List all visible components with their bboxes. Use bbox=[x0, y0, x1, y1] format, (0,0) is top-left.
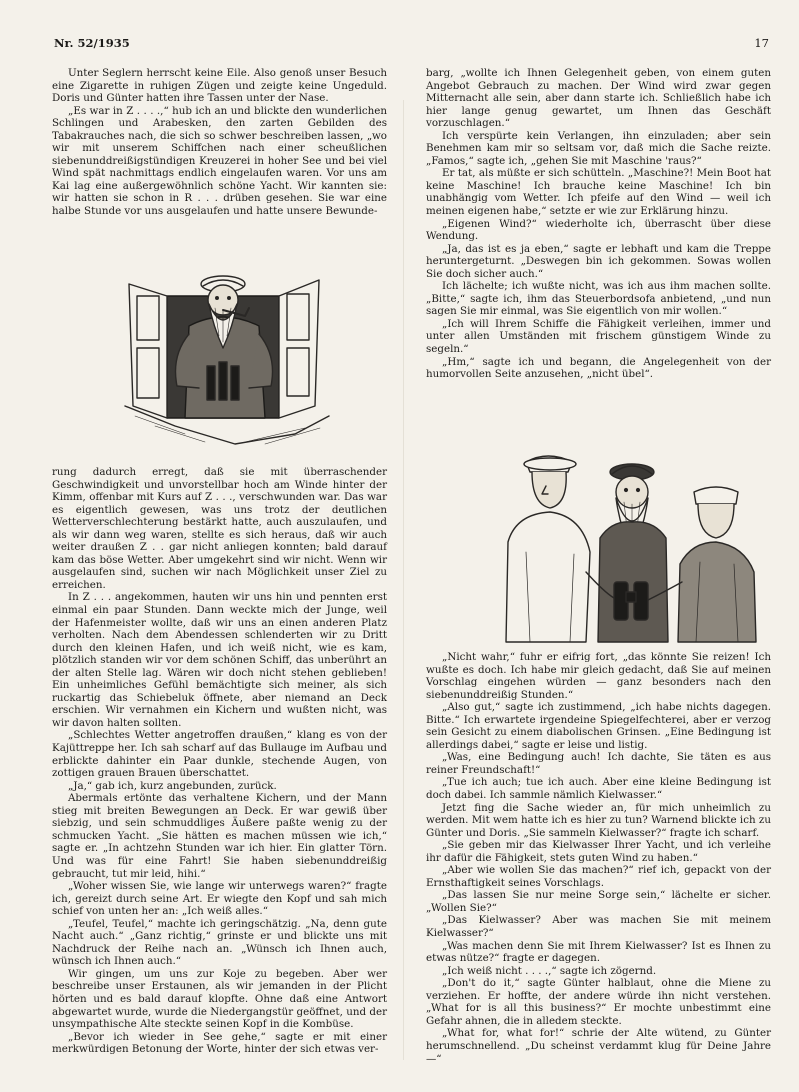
paragraph: „Ja, das ist es ja eben,“ sagte er lebhaft und kam die Treppe heruntergeturnt. „Deswegen bin ich gekommen. Sowas wollen Sie doch sicher auch.“ bbox=[426, 242, 771, 280]
left-column-top bbox=[52, 67, 387, 218]
column-gutter bbox=[403, 100, 404, 1060]
three-sailors-illustration bbox=[486, 442, 778, 646]
paragraph: „Ich weiß nicht . . . .,“ sagte ich zögernd. bbox=[442, 964, 657, 977]
paragraph: „Das Kielwasser? Aber was machen Sie mit meinem Kielwasser?“ bbox=[426, 914, 771, 940]
paragraph: Er tat, als müßte er sich schütteln. „Maschine?! Mein Boot hat keine Maschine! Ich brauche keine Maschine! Ich bin unabhängig vom Wetter. Ich pfeife auf den Wind — weil ich meinen eigenen habe,“ setzte er wie zur Erklärung hinzu. bbox=[426, 167, 771, 218]
cabinet-man-illustration bbox=[115, 256, 335, 452]
page-number: 17 bbox=[754, 36, 769, 50]
left-column-bottom bbox=[52, 466, 387, 1056]
paragraph: „Ja,“ gab ich, kurz angebunden, zurück. bbox=[68, 779, 277, 792]
paragraph: „Tue ich auch; tue ich auch. Aber eine kleine Bedingung ist doch dabei. Ich sammle nämlich Kielwasser.“ bbox=[426, 776, 771, 802]
paragraph: „Don't do it,“ sagte Günter halblaut, ohne die Miene zu verziehen. Er hoffte, der andere würde ihn nicht verstehen. „What for is all this business?“ Er mochte unbestimmt eine Gefahr ahnen, die in alledem steckte. bbox=[426, 977, 771, 1027]
old-man-with-pipe-in-cabinet-icon bbox=[115, 256, 335, 452]
right-column-top bbox=[426, 67, 771, 381]
paragraph: In Z . . . angekommen, hauten wir uns hin und pennten erst einmal ein paar Stunden. Dann weckte mich der Junge, weil der Hafenmeister wollte, daß wir uns an einen anderen Platz verholten. Nach dem Abendessen schlenderten wir zu Dritt durch den kleinen Hafen, und ich weiß nicht, wie es kam, plötzlich standen wir vor dem schönen Schiff, das unberührt an der alten Stelle lag. Wären wir doch nicht stehen geblieben! Ein unheimliches Gefühl bemächtigte sich meiner, als sich ruckartig das Schiebeluk öffnete, aber niemand an Deck erschien. Wir vernahmen ein Kichern und wußten nicht, was wir davon halten sollten. bbox=[52, 591, 387, 729]
paragraph: Abermals ertönte das verhaltene Kichern, und der Mann stieg mit breiten Bewegungen an Deck. Er war gewiß über siebzig, und sein schmuddliges Äußere paßte wenig zu der schmucken Yacht. „Sie hätten es machen müssen wie ich,“ sagte er. „In achtzehn Stunden war ich hier. Ein glatter Törn. Und was für eine Fahrt! Sie haben siebenunddreißig gebraucht, tut mir leid, hihi.“ bbox=[52, 792, 387, 880]
paragraph: „Eigenen Wind?“ wiederholte ich, überrascht über diese Wendung. bbox=[426, 217, 771, 243]
paragraph: „Das lassen Sie nur meine Sorge sein,“ lächelte er sicher. „Wollen Sie?“ bbox=[426, 889, 771, 914]
page-header bbox=[54, 36, 769, 52]
paragraph: „Was machen denn Sie mit Ihrem Kielwasser? Ist es Ihnen zu etwas nütze?“ fragte er dagegen. bbox=[426, 939, 771, 965]
paragraph: Ich lächelte; ich wußte nicht, was ich aus ihm machen sollte. „Bitte,“ sagte ich, ihm das Steuerbordsofa anbietend, „und nun sagen Sie mir einmal, was Sie eigentlich von mir wollen.“ bbox=[426, 280, 771, 318]
paragraph: barg, „wollte ich Ihnen Gelegenheit geben, von einem guten Angebot Gebrauch zu machen. Der Wind wird zwar gegen Mitternacht alle sein, aber dann starte ich. Schließlich habe ich hier lange genug gewartet, um Ihnen das Geschäft vorzuschlagen.“ bbox=[426, 67, 771, 130]
paragraph: „Sie geben mir das Kielwasser Ihrer Yacht, und ich verleihe ihr dafür die Fähigkeit, stets guten Wind zu haben.“ bbox=[426, 839, 771, 864]
paragraph: Ich verspürte kein Verlangen, ihn einzuladen; aber sein Benehmen kam mir so seltsam vor, daß mich die Sache reizte. „Famos,“ sagte ich, „gehen Sie mit Maschine 'raus?“ bbox=[426, 129, 771, 167]
paragraph: Jetzt fing die Sache wieder an, für mich unheimlich zu werden. Mit wem hatte ich es hier zu tun? Warnend blickte ich zu Günter und Doris. „Sie sammeln Kielwasser?“ fragte ich scharf. bbox=[426, 801, 771, 839]
paragraph: „Ich will Ihrem Schiffe die Fähigkeit verleihen, immer und unter allen Umständen mit frischem günstigem Winde zu segeln.“ bbox=[426, 317, 771, 356]
paragraph: „Aber wie wollen Sie das machen?“ rief ich, gepackt von der Ernsthaftigkeit seines Vorschlags. bbox=[426, 864, 771, 889]
paragraph: Wir gingen, um uns zur Koje zu begeben. Aber wer beschreibe unser Erstaunen, als wir jemanden in der Plicht hörten und es bald darauf klopfte. Ohne daß eine Antwort abgewartet wurde, wurde die Niedergangstür geöffnet, und der unsympathische Alte steckte seinen Kopf in die Kombüse. bbox=[52, 967, 387, 1031]
right-column-bottom bbox=[426, 651, 771, 1065]
paragraph: „Hm,“ sagte ich und begann, die Angelegenheit von der humorvollen Seite anzusehen, „nicht übel“. bbox=[426, 355, 771, 381]
three-sailors-group-icon bbox=[486, 442, 778, 646]
paragraph: „Was, eine Bedingung auch! Ich dachte, Sie täten es aus reiner Freundschaft!“ bbox=[426, 751, 771, 776]
paragraph: „What for, what for!“ schrie der Alte wütend, zu Günter herumschnellend. „Du scheinst verdammt klug für Deine Jahre —“ bbox=[426, 1027, 771, 1065]
paragraph: „Woher wissen Sie, wie lange wir unterwegs waren?“ fragte ich, gereizt durch seine Art. Er wiegte den Kopf und sah mich schief von unten her an: „Ich weiß alles.“ bbox=[52, 880, 387, 918]
paragraph: „Schlechtes Wetter angetroffen draußen,“ klang es von der Kajüttreppe her. Ich sah scharf auf das Bullauge im Aufbau und erblickte dahinter ein Paar dunkle, stechende Augen, von zottigen grauen Brauen überschattet. bbox=[52, 729, 387, 780]
paragraph: „Nicht wahr,“ fuhr er eifrig fort, „das könnte Sie reizen! Ich wußte es doch. Ich habe mir gleich gedacht, daß Sie auf meinen Vorschlag eingehen würden — ganz besonders nach den siebenunddreißig Stunden.“ bbox=[426, 651, 771, 701]
issue-number: Nr. 52/1935 bbox=[54, 36, 130, 50]
paragraph: „Bevor ich wieder in See gehe,“ sagte er mit einer merkwürdigen Betonung der Worte, hinter der sich etwas ver- bbox=[52, 1030, 387, 1056]
paragraph: „Es war in Z . . . .,“ hub ich an und blickte den wunderlichen Schlingen und Arabesken, den zarten Gebilden des Tabakrauches nach, die sich so schwer beschreiben lassen, „wo wir mit unserem Schiffchen nach einer scheußlichen siebenunddreißigstündigen Kreuzerei in hoher See und bei viel Wind spät nachmittags endlich eingelaufen waren. Vor uns am Kai lag eine außergewöhnlich schöne Yacht. Wir kannten sie: wir hatten sie schon in R . . . drüben gesehen. Sie war eine halbe Stunde vor uns ausgelaufen und hatte unsere Bewunde- bbox=[52, 104, 387, 218]
paragraph: „Also gut,“ sagte ich zustimmend, „ich habe nichts dagegen. Bitte.“ Ich erwartete irgendeine Spiegelfechterei, aber er verzog sein Gesicht zu einem diabolischen Grinsen. „Eine Bedingung ist allerdings dabei,“ sagte er leise und listig. bbox=[426, 701, 771, 751]
paragraph: Unter Seglern herrscht keine Eile. Also genoß unser Besuch eine Zigarette in ruhigen Zügen und zeigte keine Ungeduld. Doris und Günter hatten ihre Tassen unter der Nase. bbox=[52, 67, 387, 105]
paragraph: rung dadurch erregt, daß sie mit überraschender Geschwindigkeit und unvorstellbar hoch am Winde hinter der Kimm, offenbar mit Kurs auf Z . . ., verschwunden war. Das war es eigentlich gewesen, was uns trotz der deutlichen Wetterverschlechterung bestärkt hatte, auch auszulaufen, und als wir dann weg waren, stellte es sich heraus, daß wir auch weiter draußen Z . . gar nicht anliegen konnten; bald darauf kam das böse Wetter. Aber umgekehrt sind wir nicht. Wenn wir ausgelaufen sind, suchen wir nach Möglichkeit unser Ziel zu erreichen. bbox=[52, 466, 387, 591]
paragraph: „Teufel, Teufel,“ machte ich geringschätzig. „Na, denn gute Nacht auch.“ „Ganz richtig,“ grinste er und blickte uns mit Nachdruck der Reihe nach an. „Wünsch ich Ihnen auch, wünsch ich Ihnen auch.“ bbox=[52, 917, 387, 968]
